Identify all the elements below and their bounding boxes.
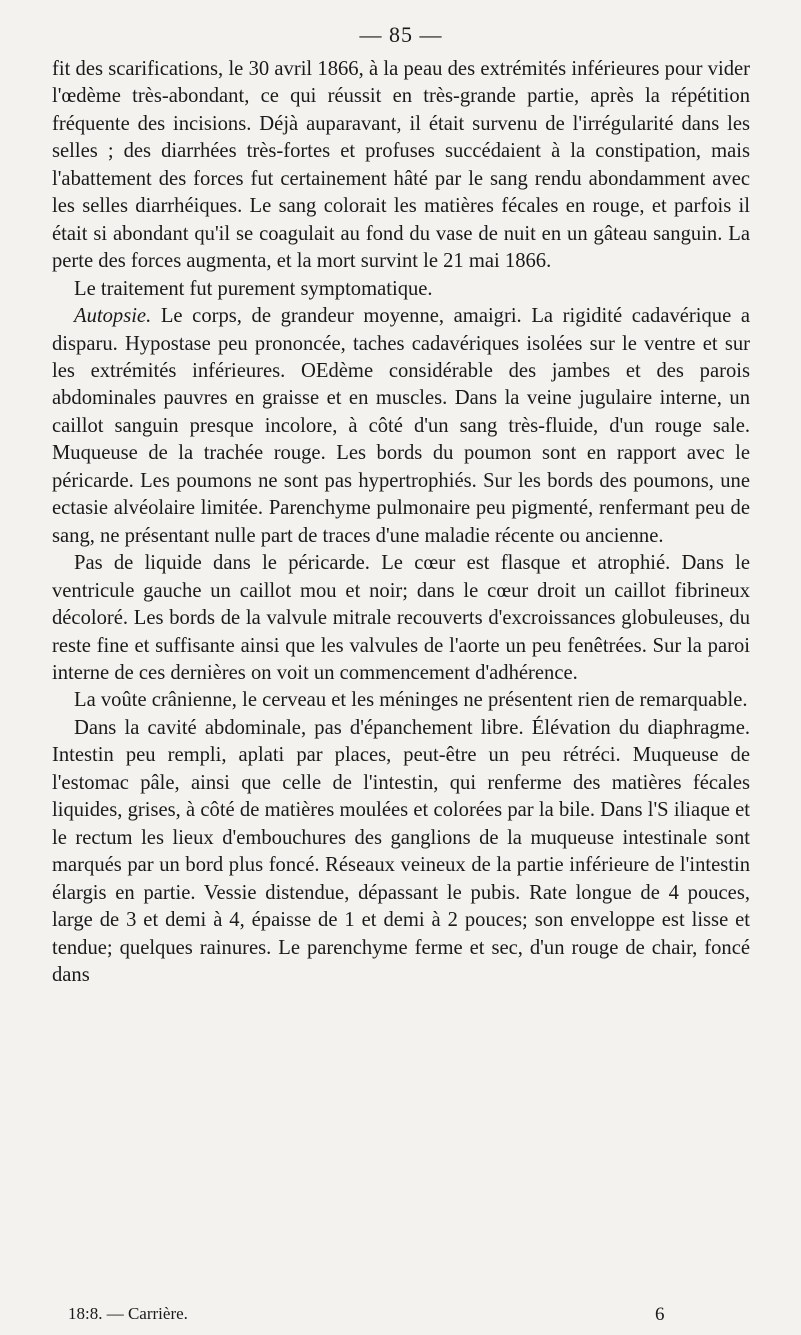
paragraph-5: La voûte crânienne, le cerveau et les méninges ne présentent rien de remarquable. (74, 689, 748, 712)
paragraph-4: Pas de liquide dans le péricarde. Le cœur est flasque et atrophié. Dans le ventricule gauche un caillot mou et noir; dans le cœur droit un caillot fibrineux décoloré. Les bords de la valvule mitrale recouverts d'excroissances globuleuses, du reste fine et suffisante ainsi que les valvules de l'aorte un peu fenêtrées. Sur la paroi interne de ces dernières on voit un commencement d'adhérence. (52, 552, 750, 684)
page-number: — 85 — (359, 22, 443, 47)
autopsie-heading: Autopsie. (74, 305, 152, 328)
paragraph-2: Le traitement fut purement symptomatique. (74, 277, 433, 300)
sheet-number: 6 (655, 1304, 665, 1325)
paragraph-3 (52, 303, 750, 550)
paragraph-1: fit des scarifications, le 30 avril 1866, à la peau des extrémités inférieures pour vider l'œdème très-abondant, ce qui réussit en très-grande partie, après la répétition fréquente des incisions. Déjà auparavant, il était survenu de l'irrégularité dans les selles ; des diarrhées très-fortes et profuses succédaient à la constipation, mais l'abattement des forces fut certainement hâté par le sang rendu abondamment avec les selles diarrhéiques. Le sang colorait les matières fécales en rouge, et parfois il était si abondant qu'il se coagulait au fond du vase de nuit en un gâteau sanguin. La perte des forces augmenta, et la mort survint le 21 mai 1866. (52, 58, 750, 273)
book-page (52, 0, 750, 1335)
paragraph-6: Dans la cavité abdominale, pas d'épanchement libre. Élévation du diaphragme. Intestin peu rempli, aplati par places, peut-être un peu rétréci. Muqueuse de l'estomac pâle, ainsi que celle de l'intestin, qui renferme des matières fécales liquides, grises, à côté de matières moulées et colorées par la bile. Dans l'S iliaque et le rectum les lieux d'embouchures des ganglions de la muqueuse intestinale sont marqués par un bord plus foncé. Réseaux veineux de la partie inférieure de l'intestin élargis en partie. Vessie distendue, dépassant le pubis. Rate longue de 4 pouces, large de 3 et demi à 4, épaisse de 1 et demi à 2 pouces; son enveloppe est lisse et tendue; quelques rainures. Le parenchyme ferme et sec, d'un rouge de chair, foncé dans (52, 716, 750, 986)
paragraph-3-text: Le corps, de grandeur moyenne, amaigri. La rigidité cadavérique a disparu. Hypostase peu prononcée, taches cadavériques isolées sur le ventre et sur les extrémités inférieures. OEdème considérable des jambes et des parois abdominales pauvres en graisse et en muscles. Dans la veine jugulaire interne, un caillot sanguin presque incolore, à côté d'un sang très-fluide, d'un rouge sale. Muqueuse de la trachée rouge. Les bords du poumon sont en rapport avec le péricarde. Les poumons ne sont pas hypertrophiés. Sur les bords des poumons, une ectasie alvéolaire limitée. Parenchyme pulmonaire peu pigmenté, renfermant peu de sang, ne présentant nulle part de traces d'une maladie récente ou ancienne. (52, 305, 750, 547)
printer-signature: 18:8. — Carrière. (68, 1304, 188, 1323)
body-text (52, 56, 750, 989)
